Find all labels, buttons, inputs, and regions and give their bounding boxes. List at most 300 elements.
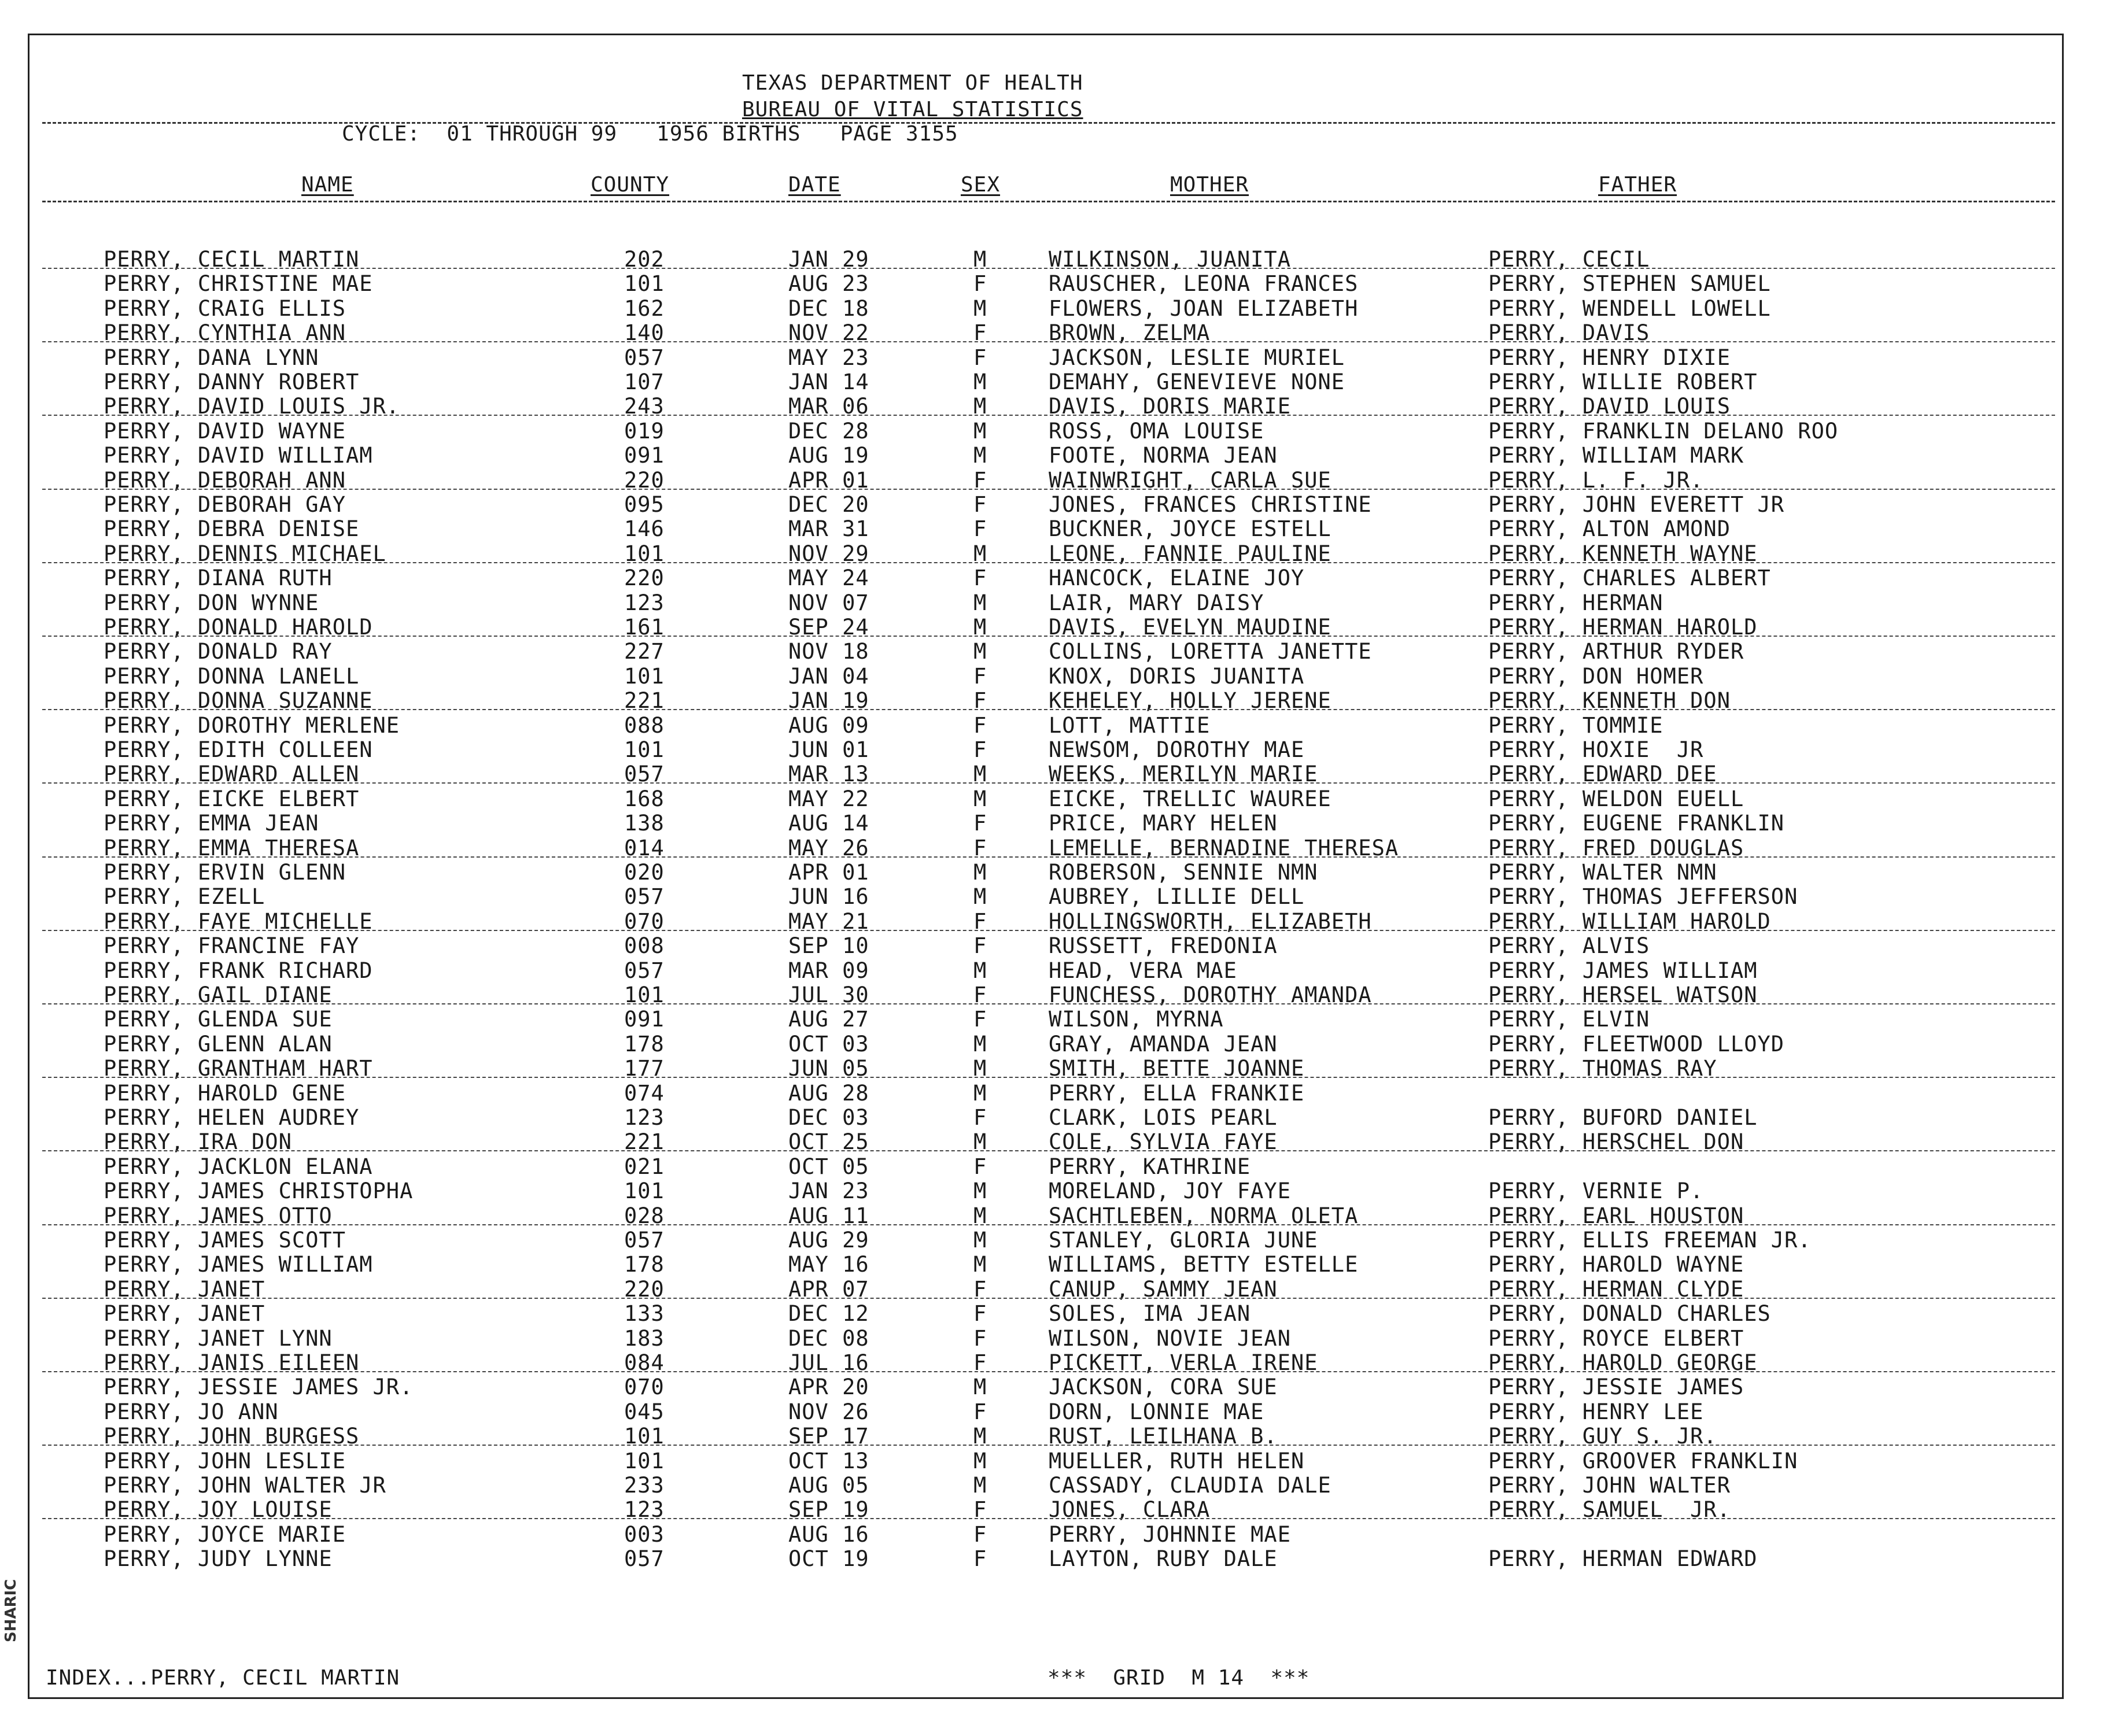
- county-cell: 107: [624, 370, 665, 394]
- sex-cell: F: [973, 933, 987, 959]
- date-cell: MAY 22: [788, 786, 869, 811]
- county-cell: 021: [624, 1154, 665, 1179]
- father-cell: PERRY, DAVID LOUIS: [1488, 394, 1731, 419]
- county-cell: 202: [624, 247, 665, 272]
- row-rule: [42, 782, 2055, 784]
- sex-cell: F: [973, 1350, 987, 1375]
- father-cell: PERRY, ARTHUR RYDER: [1488, 639, 1744, 664]
- father-cell: PERRY, ELLIS FREEMAN JR.: [1488, 1228, 1812, 1253]
- date-cell: MAR 09: [788, 958, 869, 983]
- table-row: [29, 860, 2065, 885]
- county-cell: 091: [624, 443, 665, 468]
- county-cell: 101: [624, 1448, 665, 1473]
- name-cell: PERRY, HELEN AUDREY: [104, 1105, 360, 1130]
- table-row: [29, 786, 2065, 811]
- cycle-line: CYCLE: 01 THROUGH 99 1956 BIRTHS PAGE 3155: [342, 122, 958, 146]
- father-cell: PERRY, HAROLD WAYNE: [1488, 1252, 1744, 1277]
- table-row: [29, 590, 2065, 615]
- county-cell: 140: [624, 320, 665, 346]
- date-cell: JAN 04: [788, 663, 869, 689]
- date-cell: AUG 05: [788, 1473, 869, 1498]
- mother-cell: COLE, SYLVIA FAYE: [1049, 1129, 1278, 1155]
- mother-cell: LEMELLE, BERNADINE THERESA: [1049, 835, 1399, 860]
- date-cell: MAR 06: [788, 394, 869, 419]
- row-rule: [42, 1003, 2055, 1004]
- name-cell: PERRY, CECIL MARTIN: [104, 247, 360, 272]
- sex-cell: F: [973, 1105, 987, 1130]
- sex-cell: M: [973, 1375, 987, 1400]
- table-row: [29, 737, 2065, 762]
- mother-cell: CLARK, LOIS PEARL: [1049, 1105, 1278, 1130]
- father-cell: PERRY, WILLIE ROBERT: [1488, 370, 1758, 394]
- county-cell: 014: [624, 835, 665, 860]
- sex-cell: M: [973, 884, 987, 910]
- sex-cell: M: [973, 639, 987, 664]
- name-cell: PERRY, JACKLON ELANA: [104, 1154, 373, 1179]
- father-cell: PERRY, TOMMIE: [1488, 712, 1663, 738]
- date-cell: APR 07: [788, 1276, 869, 1302]
- father-cell: PERRY, JAMES WILLIAM: [1488, 958, 1758, 983]
- date-cell: AUG 11: [788, 1203, 869, 1228]
- sex-cell: M: [973, 1080, 987, 1106]
- date-cell: AUG 27: [788, 1007, 869, 1032]
- sex-cell: F: [973, 908, 987, 934]
- county-cell: 057: [624, 1228, 665, 1253]
- date-cell: NOV 26: [788, 1399, 869, 1424]
- sex-cell: M: [973, 541, 987, 566]
- sex-cell: F: [973, 320, 987, 346]
- county-cell: 123: [624, 1105, 665, 1130]
- county-cell: 178: [624, 1031, 665, 1057]
- name-cell: PERRY, CYNTHIA ANN: [104, 320, 346, 346]
- mother-cell: PERRY, JOHNNIE MAE: [1049, 1521, 1291, 1547]
- county-cell: 057: [624, 345, 665, 370]
- county-cell: 123: [624, 590, 665, 615]
- sex-cell: F: [973, 663, 987, 689]
- mother-cell: KNOX, DORIS JUANITA: [1049, 663, 1305, 689]
- mother-cell: JACKSON, CORA SUE: [1049, 1375, 1278, 1400]
- table-row: [29, 1179, 2065, 1203]
- name-cell: PERRY, DONALD HAROLD: [104, 615, 373, 640]
- county-cell: 243: [624, 394, 665, 419]
- date-cell: NOV 18: [788, 639, 869, 664]
- sex-cell: F: [973, 467, 987, 493]
- date-cell: JAN 29: [788, 247, 869, 272]
- sex-cell: M: [973, 1252, 987, 1277]
- mother-cell: STANLEY, GLORIA JUNE: [1049, 1228, 1318, 1253]
- column-header-date: DATE: [788, 173, 841, 197]
- county-cell: 045: [624, 1399, 665, 1424]
- sex-cell: F: [973, 811, 987, 836]
- date-cell: AUG 29: [788, 1228, 869, 1253]
- mother-cell: SMITH, BETTE JOANNE: [1049, 1056, 1305, 1081]
- table-row: [29, 419, 2065, 444]
- county-cell: 221: [624, 1129, 665, 1155]
- date-cell: APR 01: [788, 860, 869, 885]
- father-cell: PERRY, HOXIE JR: [1488, 737, 1704, 762]
- county-cell: 183: [624, 1325, 665, 1351]
- sex-cell: M: [973, 1031, 987, 1057]
- name-cell: PERRY, DANNY ROBERT: [104, 370, 360, 394]
- mother-cell: LAYTON, RUBY DALE: [1049, 1546, 1278, 1572]
- name-cell: PERRY, FAYE MICHELLE: [104, 908, 373, 934]
- sex-cell: F: [973, 566, 987, 591]
- mother-cell: JONES, FRANCES CHRISTINE: [1049, 492, 1372, 517]
- row-rule: [42, 415, 2055, 416]
- county-cell: 070: [624, 908, 665, 934]
- mother-cell: PERRY, ELLA FRANKIE: [1049, 1080, 1305, 1106]
- name-cell: PERRY, EZELL: [104, 884, 265, 910]
- name-cell: PERRY, DEBRA DENISE: [104, 516, 360, 542]
- date-cell: AUG 09: [788, 712, 869, 738]
- date-cell: SEP 17: [788, 1424, 869, 1449]
- name-cell: PERRY, DONALD RAY: [104, 639, 333, 664]
- county-cell: 101: [624, 541, 665, 566]
- name-cell: PERRY, JANET: [104, 1301, 265, 1327]
- sex-cell: F: [973, 737, 987, 762]
- name-cell: PERRY, DENNIS MICHAEL: [104, 541, 386, 566]
- mother-cell: SACHTLEBEN, NORMA OLETA: [1049, 1203, 1359, 1228]
- mother-cell: MUELLER, RUTH HELEN: [1049, 1448, 1305, 1473]
- row-rule: [42, 1445, 2055, 1446]
- name-cell: PERRY, GAIL DIANE: [104, 982, 333, 1007]
- document-frame: [28, 34, 2064, 1699]
- county-cell: 220: [624, 566, 665, 591]
- date-cell: APR 20: [788, 1375, 869, 1400]
- name-cell: PERRY, JOYCE MARIE: [104, 1521, 346, 1547]
- father-cell: PERRY, WELDON EUELL: [1488, 786, 1744, 811]
- table-row: [29, 1522, 2065, 1547]
- table-row: [29, 345, 2065, 370]
- mother-cell: DAVIS, DORIS MARIE: [1049, 394, 1291, 419]
- sex-cell: M: [973, 443, 987, 468]
- county-cell: 146: [624, 516, 665, 542]
- father-cell: PERRY, STEPHEN SAMUEL: [1488, 271, 1771, 297]
- county-cell: 168: [624, 786, 665, 811]
- father-cell: PERRY, WILLIAM HAROLD: [1488, 908, 1771, 934]
- row-rule: [42, 856, 2055, 858]
- date-cell: NOV 29: [788, 541, 869, 566]
- row-rule: [42, 562, 2055, 563]
- county-cell: 020: [624, 860, 665, 885]
- sex-cell: M: [973, 296, 987, 321]
- father-cell: PERRY, HAROLD GEORGE: [1488, 1350, 1758, 1375]
- name-cell: PERRY, DANA LYNN: [104, 345, 319, 370]
- date-cell: MAY 16: [788, 1252, 869, 1277]
- mother-cell: PERRY, KATHRINE: [1049, 1154, 1251, 1179]
- date-cell: OCT 19: [788, 1546, 869, 1572]
- father-cell: PERRY, L. F. JR.: [1488, 467, 1704, 493]
- mother-cell: LAIR, MARY DAISY: [1049, 590, 1264, 615]
- mother-cell: WILLIAMS, BETTY ESTELLE: [1049, 1252, 1359, 1277]
- date-cell: OCT 13: [788, 1448, 869, 1473]
- date-cell: AUG 23: [788, 271, 869, 297]
- father-cell: PERRY, HERSEL WATSON: [1488, 982, 1758, 1007]
- sex-cell: M: [973, 370, 987, 394]
- date-cell: JUN 05: [788, 1056, 869, 1081]
- date-cell: DEC 18: [788, 296, 869, 321]
- table-row: [29, 566, 2065, 590]
- father-cell: PERRY, HENRY DIXIE: [1488, 345, 1731, 370]
- father-cell: PERRY, DONALD CHARLES: [1488, 1301, 1771, 1327]
- row-rule: [42, 489, 2055, 490]
- sex-cell: F: [973, 492, 987, 517]
- column-header-county: COUNTY: [591, 173, 670, 197]
- name-cell: PERRY, EICKE ELBERT: [104, 786, 360, 811]
- date-cell: MAY 23: [788, 345, 869, 370]
- father-cell: PERRY, HERMAN HAROLD: [1488, 615, 1758, 640]
- mother-cell: HOLLINGSWORTH, ELIZABETH: [1049, 908, 1372, 934]
- bureau-title: BUREAU OF VITAL STATISTICS: [742, 98, 1083, 121]
- column-header-name: NAME: [301, 173, 354, 197]
- name-cell: PERRY, FRANCINE FAY: [104, 933, 360, 959]
- table-row: [29, 884, 2065, 909]
- name-cell: PERRY, GLENN ALAN: [104, 1031, 333, 1057]
- sex-cell: F: [973, 1399, 987, 1424]
- county-cell: 003: [624, 1521, 665, 1547]
- father-cell: PERRY, ELVIN: [1488, 1007, 1650, 1032]
- father-cell: PERRY, HERSCHEL DON: [1488, 1129, 1744, 1155]
- sex-cell: F: [973, 835, 987, 860]
- name-cell: PERRY, DONNA LANELL: [104, 663, 360, 689]
- sex-cell: F: [973, 712, 987, 738]
- county-cell: 101: [624, 737, 665, 762]
- sex-cell: M: [973, 786, 987, 811]
- father-cell: PERRY, CHARLES ALBERT: [1488, 566, 1771, 591]
- county-cell: 177: [624, 1056, 665, 1081]
- table-row: [29, 1081, 2065, 1106]
- father-cell: PERRY, THOMAS JEFFERSON: [1488, 884, 1798, 910]
- father-cell: PERRY, WENDELL LOWELL: [1488, 296, 1771, 321]
- mother-cell: COLLINS, LORETTA JANETTE: [1049, 639, 1372, 664]
- mother-cell: FUNCHESS, DOROTHY AMANDA: [1049, 982, 1372, 1007]
- father-cell: PERRY, GUY S. JR.: [1488, 1424, 1717, 1449]
- table-row: [29, 1228, 2065, 1253]
- father-cell: PERRY, JOHN WALTER: [1488, 1473, 1731, 1498]
- mother-cell: WILKINSON, JUANITA: [1049, 247, 1291, 272]
- table-row: [29, 271, 2065, 296]
- mother-cell: EICKE, TRELLIC WAUREE: [1049, 786, 1331, 811]
- table-row: [29, 1032, 2065, 1057]
- sex-cell: M: [973, 418, 987, 444]
- table-row: [29, 1301, 2065, 1326]
- father-cell: PERRY, SAMUEL JR.: [1488, 1497, 1731, 1523]
- table-row: [29, 958, 2065, 983]
- table-row: [29, 296, 2065, 321]
- mother-cell: DAVIS, EVELYN MAUDINE: [1049, 615, 1331, 640]
- mother-cell: ROSS, OMA LOUISE: [1049, 418, 1264, 444]
- mother-cell: RUST, LEILHANA B.: [1049, 1424, 1278, 1449]
- mother-cell: JACKSON, LESLIE MURIEL: [1049, 345, 1345, 370]
- mother-cell: DEMAHY, GENEVIEVE NONE: [1049, 370, 1345, 394]
- county-cell: 133: [624, 1301, 665, 1327]
- sex-cell: F: [973, 516, 987, 542]
- mother-cell: SOLES, IMA JEAN: [1049, 1301, 1251, 1327]
- table-row: [29, 370, 2065, 394]
- table-row: [29, 1252, 2065, 1277]
- sex-cell: F: [973, 1546, 987, 1572]
- name-cell: PERRY, GLENDA SUE: [104, 1007, 333, 1032]
- county-cell: 221: [624, 688, 665, 714]
- mother-cell: CASSADY, CLAUDIA DALE: [1049, 1473, 1331, 1498]
- sex-cell: M: [973, 762, 987, 787]
- county-cell: 019: [624, 418, 665, 444]
- county-cell: 161: [624, 615, 665, 640]
- mother-cell: MORELAND, JOY FAYE: [1049, 1179, 1291, 1204]
- sex-cell: M: [973, 1228, 987, 1253]
- date-cell: AUG 28: [788, 1080, 869, 1106]
- row-rule: [42, 1077, 2055, 1078]
- column-header-mother: MOTHER: [1170, 173, 1249, 197]
- mother-cell: FLOWERS, JOAN ELIZABETH: [1049, 296, 1359, 321]
- father-cell: PERRY, JOHN EVERETT JR: [1488, 492, 1785, 517]
- county-cell: 057: [624, 1546, 665, 1572]
- sex-cell: M: [973, 1424, 987, 1449]
- table-row: [29, 1375, 2065, 1399]
- sex-cell: F: [973, 1154, 987, 1179]
- sex-cell: M: [973, 615, 987, 640]
- mother-cell: KEHELEY, HOLLY JERENE: [1049, 688, 1331, 714]
- table-row: [29, 639, 2065, 664]
- sex-cell: F: [973, 1497, 987, 1523]
- side-stamp: SHARIC: [2, 1579, 20, 1642]
- county-cell: 028: [624, 1203, 665, 1228]
- name-cell: PERRY, JOHN LESLIE: [104, 1448, 346, 1473]
- table-row: [29, 1007, 2065, 1032]
- mother-cell: NEWSOM, DOROTHY MAE: [1049, 737, 1305, 762]
- row-rule: [42, 1518, 2055, 1519]
- name-cell: PERRY, DAVID WILLIAM: [104, 443, 373, 468]
- county-cell: 057: [624, 884, 665, 910]
- mother-cell: WILSON, MYRNA: [1049, 1007, 1224, 1032]
- sex-cell: M: [973, 1056, 987, 1081]
- date-cell: AUG 16: [788, 1521, 869, 1547]
- sex-cell: F: [973, 1276, 987, 1302]
- father-cell: PERRY, GROOVER FRANKLIN: [1488, 1448, 1798, 1473]
- name-cell: PERRY, EMMA THERESA: [104, 835, 360, 860]
- sex-cell: F: [973, 688, 987, 714]
- table-row: [29, 1105, 2065, 1130]
- name-cell: PERRY, EMMA JEAN: [104, 811, 319, 836]
- date-cell: SEP 24: [788, 615, 869, 640]
- father-cell: PERRY, WALTER NMN: [1488, 860, 1717, 885]
- county-cell: 101: [624, 1424, 665, 1449]
- father-cell: PERRY, THOMAS RAY: [1488, 1056, 1717, 1081]
- date-cell: DEC 03: [788, 1105, 869, 1130]
- table-row: [29, 1546, 2065, 1571]
- date-cell: MAY 21: [788, 908, 869, 934]
- mother-cell: CANUP, SAMMY JEAN: [1049, 1276, 1278, 1302]
- mother-cell: HEAD, VERA MAE: [1049, 958, 1237, 983]
- date-cell: OCT 05: [788, 1154, 869, 1179]
- sex-cell: F: [973, 345, 987, 370]
- table-row: [29, 1399, 2065, 1424]
- sex-cell: M: [973, 1203, 987, 1228]
- sex-cell: F: [973, 982, 987, 1007]
- name-cell: PERRY, CRAIG ELLIS: [104, 296, 346, 321]
- row-rule: [42, 341, 2055, 342]
- sex-cell: M: [973, 394, 987, 419]
- date-cell: DEC 20: [788, 492, 869, 517]
- father-cell: PERRY, EARL HOUSTON: [1488, 1203, 1744, 1228]
- date-cell: OCT 03: [788, 1031, 869, 1057]
- sex-cell: F: [973, 1325, 987, 1351]
- date-cell: SEP 19: [788, 1497, 869, 1523]
- name-cell: PERRY, GRANTHAM HART: [104, 1056, 373, 1081]
- name-cell: PERRY, DON WYNNE: [104, 590, 319, 615]
- father-cell: PERRY, KENNETH DON: [1488, 688, 1731, 714]
- mother-cell: LEONE, FANNIE PAULINE: [1049, 541, 1331, 566]
- date-cell: APR 01: [788, 467, 869, 493]
- county-cell: 074: [624, 1080, 665, 1106]
- father-cell: PERRY, HERMAN CLYDE: [1488, 1276, 1744, 1302]
- father-cell: PERRY, WILLIAM MARK: [1488, 443, 1744, 468]
- county-cell: 070: [624, 1375, 665, 1400]
- name-cell: PERRY, DAVID LOUIS JR.: [104, 394, 400, 419]
- county-cell: 220: [624, 467, 665, 493]
- table-row: [29, 1449, 2065, 1473]
- date-cell: AUG 14: [788, 811, 869, 836]
- table-row: [29, 713, 2065, 738]
- name-cell: PERRY, DEBORAH GAY: [104, 492, 346, 517]
- name-cell: PERRY, DOROTHY MERLENE: [104, 712, 400, 738]
- name-cell: PERRY, JAMES SCOTT: [104, 1228, 346, 1253]
- county-cell: 088: [624, 712, 665, 738]
- sex-cell: M: [973, 1473, 987, 1498]
- table-row: [29, 516, 2065, 541]
- father-cell: PERRY, BUFORD DANIEL: [1488, 1105, 1758, 1130]
- father-cell: PERRY, DON HOMER: [1488, 663, 1704, 689]
- row-rule: [42, 709, 2055, 710]
- date-cell: DEC 28: [788, 418, 869, 444]
- grid-footer: *** GRID M 14 ***: [1047, 1666, 1310, 1690]
- mother-cell: WEEKS, MERILYN MARIE: [1049, 762, 1318, 787]
- date-cell: NOV 07: [788, 590, 869, 615]
- name-cell: PERRY, EDITH COLLEEN: [104, 737, 373, 762]
- county-cell: 220: [624, 1276, 665, 1302]
- county-cell: 091: [624, 1007, 665, 1032]
- county-cell: 008: [624, 933, 665, 959]
- name-cell: PERRY, JAMES CHRISTOPHA: [104, 1179, 414, 1204]
- county-cell: 095: [624, 492, 665, 517]
- father-cell: PERRY, HENRY LEE: [1488, 1399, 1704, 1424]
- name-cell: PERRY, DIANA RUTH: [104, 566, 333, 591]
- county-cell: 227: [624, 639, 665, 664]
- row-rule: [42, 636, 2055, 637]
- name-cell: PERRY, JESSIE JAMES JR.: [104, 1375, 414, 1400]
- father-cell: PERRY, FRED DOUGLAS: [1488, 835, 1744, 860]
- table-row: [29, 933, 2065, 958]
- county-cell: 138: [624, 811, 665, 836]
- table-row: [29, 1473, 2065, 1498]
- mother-cell: PICKETT, VERLA IRENE: [1049, 1350, 1318, 1375]
- date-cell: MAY 24: [788, 566, 869, 591]
- column-divider: [42, 201, 2055, 202]
- father-cell: PERRY, ALVIS: [1488, 933, 1650, 959]
- date-cell: NOV 22: [788, 320, 869, 346]
- date-cell: JUL 30: [788, 982, 869, 1007]
- mother-cell: GRAY, AMANDA JEAN: [1049, 1031, 1278, 1057]
- sex-cell: M: [973, 1179, 987, 1204]
- date-cell: JUN 16: [788, 884, 869, 910]
- father-cell: PERRY, HERMAN EDWARD: [1488, 1546, 1758, 1572]
- column-header-sex: SEX: [961, 173, 1001, 197]
- name-cell: PERRY, JOHN BURGESS: [104, 1424, 360, 1449]
- mother-cell: JONES, CLARA: [1049, 1497, 1211, 1523]
- date-cell: JAN 23: [788, 1179, 869, 1204]
- row-rule: [42, 1371, 2055, 1372]
- sex-cell: M: [973, 590, 987, 615]
